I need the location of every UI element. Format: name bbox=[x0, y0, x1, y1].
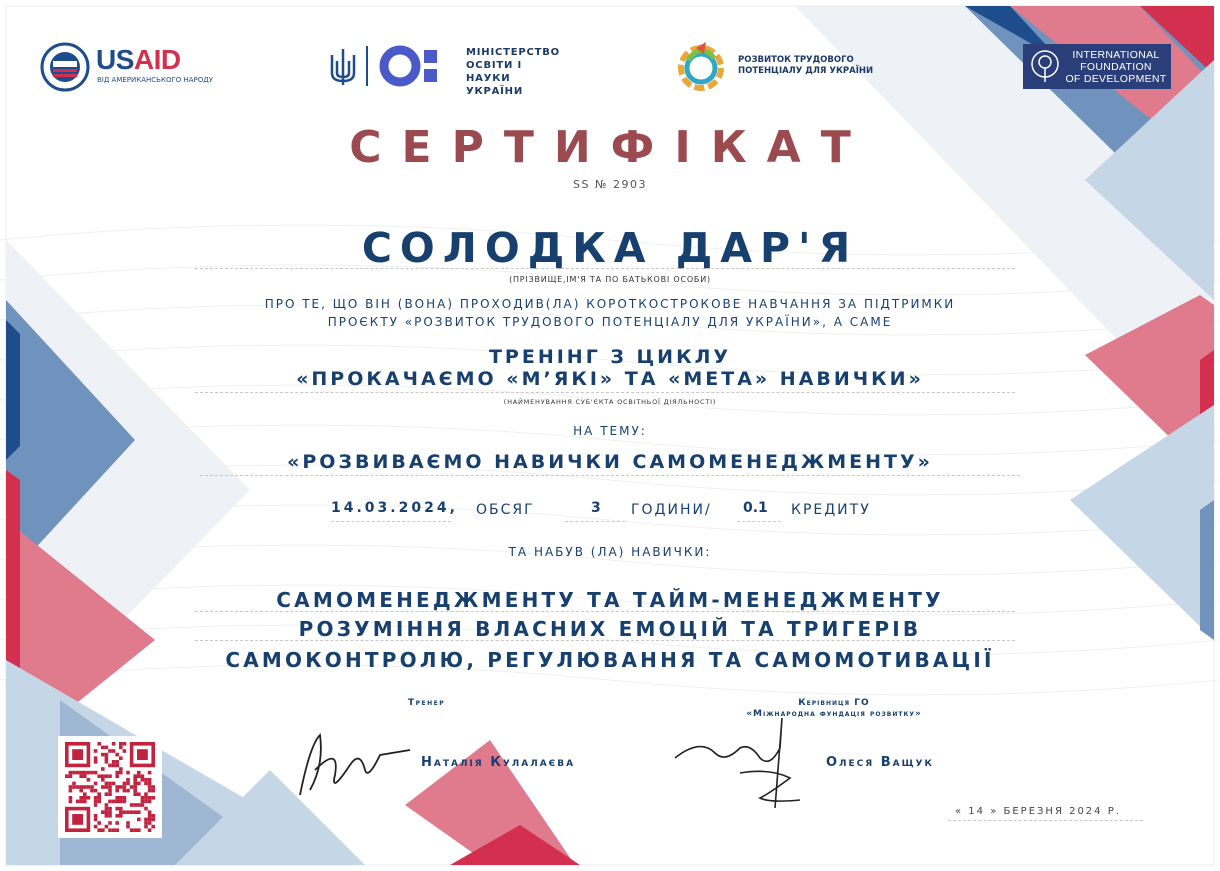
trainer-role: Тренер bbox=[408, 698, 446, 708]
usaid-wordmark: USAID bbox=[96, 44, 181, 75]
ifd-name-line2: FOUNDATION bbox=[1080, 61, 1152, 73]
skill-underline bbox=[195, 640, 1015, 641]
ministry-name-line2: ОСВІТИ І НАУКИ bbox=[466, 60, 522, 84]
date-underline bbox=[331, 521, 451, 522]
qr-code[interactable] bbox=[58, 736, 162, 838]
program-caption: (НАЙМЕНУВАННЯ СУБ'ЄКТА ОСВІТНЬОЇ ДІЯЛЬНОСТІ) bbox=[503, 398, 717, 406]
certificate-number: SS № 2903 bbox=[573, 178, 647, 191]
gear-swirl-icon bbox=[676, 40, 726, 94]
skills-label: ТА НАБУВ (ЛА) НАВИЧКИ: bbox=[508, 545, 712, 559]
hours-value: 3 bbox=[591, 500, 601, 516]
intro-line-1: ПРО ТЕ, ЩО ВІН (ВОНА) ПРОХОДИВ(ЛА) КОРОТКОСТРОКОВЕ НАВЧАННЯ ЗА ПІДТРИМКИ bbox=[264, 297, 956, 311]
issue-date-underline bbox=[948, 820, 1143, 821]
credits-label: КРЕДИТУ bbox=[791, 502, 871, 518]
trainer-name: Наталія Кулалаєва bbox=[421, 755, 576, 770]
topic-label: НА ТЕМУ: bbox=[573, 424, 647, 438]
program-line-2: «ПРОКАЧАЄМО «М’ЯКІ» ТА «МЕТА» НАВИЧКИ» bbox=[296, 368, 924, 390]
ministry-name-line1: МІНІСТЕРСТВО bbox=[466, 47, 560, 58]
ifd-emblem-icon bbox=[1025, 44, 1065, 89]
ministry-name-line3: УКРАЇНИ bbox=[466, 86, 524, 97]
skill-underline bbox=[195, 611, 1015, 612]
hours-label: ГОДИНИ/ bbox=[631, 502, 712, 518]
credits-value: 0.1 bbox=[743, 500, 768, 516]
skill-item: САМОМЕНЕДЖМЕНТУ ТА ТАЙМ-МЕНЕДЖМЕНТУ bbox=[276, 588, 944, 612]
trainer-signature bbox=[280, 725, 440, 805]
usaid-logo bbox=[40, 42, 213, 92]
ifd-name-line1: INTERNATIONAL bbox=[1072, 49, 1160, 61]
logo-divider bbox=[366, 46, 368, 86]
project-logo bbox=[676, 40, 876, 95]
project-name-line2: ПОТЕНЦІАЛУ ДЛЯ УКРАЇНИ bbox=[738, 66, 874, 76]
intro-line-2: ПРОЄКТУ «РОЗВИТОК ТРУДОВОГО ПОТЕНЦІАЛУ ДЛЯ УКРАЇНИ», А САМЕ bbox=[327, 315, 893, 329]
trident-icon bbox=[328, 47, 358, 87]
name-underline bbox=[195, 268, 1015, 269]
recipient-name: СОЛОДКА ДАР'Я bbox=[361, 224, 859, 272]
head-name: Олеся Ващук bbox=[826, 755, 934, 770]
head-signature bbox=[670, 718, 820, 813]
qr-code-pattern bbox=[58, 736, 162, 838]
ifd-logo bbox=[1023, 44, 1171, 89]
program-underline bbox=[195, 392, 1015, 393]
usaid-tagline: ВІД АМЕРИКАНСЬКОГО НАРОДУ bbox=[97, 76, 213, 84]
ministry-logo bbox=[328, 44, 568, 97]
skill-item: САМОКОНТРОЛЮ, РЕГУЛЮВАННЯ ТА САМОМОТИВАЦІЇ bbox=[225, 648, 995, 672]
hours-underline bbox=[565, 521, 625, 522]
name-caption: (ПРІЗВИЩЕ,ІМ'Я ТА ПО БАТЬКОВІ ОСОБИ) bbox=[509, 275, 711, 284]
program-line-1: ТРЕНІНГ З ЦИКЛУ bbox=[488, 346, 732, 368]
topic-underline bbox=[200, 475, 1020, 476]
certificate-title: СЕРТИФІКАТ bbox=[349, 122, 871, 173]
usaid-seal-icon bbox=[40, 42, 90, 92]
issue-date: « 14 » БЕРЕЗНЯ 2024 Р. bbox=[955, 806, 1121, 817]
ifd-name-line3: OF DEVELOPMENT bbox=[1065, 73, 1167, 85]
training-date: 14.03.2024, bbox=[331, 500, 458, 516]
skill-item: РОЗУМІННЯ ВЛАСНИХ ЕМОЦІЙ ТА ТРИГЕРІВ bbox=[298, 617, 922, 641]
project-name-line1: РОЗВИТОК ТРУДОВОГО bbox=[738, 55, 854, 65]
topic-title: «РОЗВИВАЄМО НАВИЧКИ САМОМЕНЕДЖМЕНТУ» bbox=[287, 451, 933, 473]
ministry-mark-icon bbox=[378, 44, 448, 88]
credits-underline bbox=[737, 521, 781, 522]
head-role-line1: Керівниця ГО bbox=[798, 698, 870, 708]
volume-label: ОБСЯГ bbox=[476, 502, 535, 518]
head-role-line2: «Міжнародна фундація розвитку» bbox=[746, 709, 922, 719]
